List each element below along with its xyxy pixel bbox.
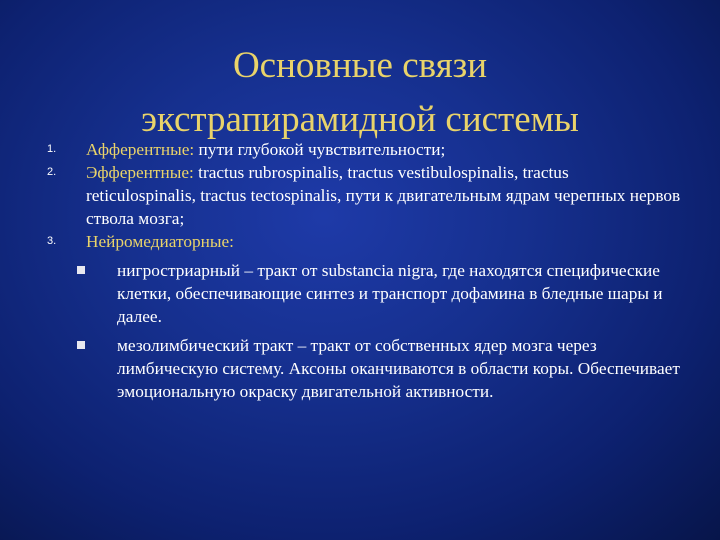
subitem-text: мезолимбический тракт – тракт от собственных ядер мозга через лимбическую систему. Аксоны оканчиваются в области коры. Обеспечивает эмоциональную окраску двигательной активности. — [117, 336, 680, 401]
item-number: 3. — [47, 235, 57, 247]
list-item-neuromediator — [0, 230, 720, 253]
list-item-efferent — [0, 161, 720, 230]
item-number: 1. — [47, 143, 57, 155]
title-line-1: Основные связи — [232, 44, 488, 86]
square-bullet-icon — [77, 266, 85, 274]
subitem-text: нигростриарный – тракт от substancia nigra, где находятся специфические клетки, обеспечивающие синтез и транспорт дофамина в бледные шары и далее. — [117, 261, 663, 326]
item-term: Эфферентные: — [86, 163, 194, 182]
square-bullet-icon — [77, 341, 85, 349]
slide-title — [40, 39, 680, 147]
numbered-list — [0, 138, 720, 403]
item-text: пути глубокой чувствительности; — [194, 140, 446, 159]
list-item-afferent — [0, 138, 720, 161]
item-term: Нейромедиаторные: — [86, 232, 234, 251]
subitem-nigrostriatal — [0, 259, 720, 328]
item-text: tractus rubrospinalis, tractus vestibulospinalis, tractus reticulospinalis, tractus tectospinalis, пути к двигательным ядрам черепных нервов ствола мозга; — [86, 163, 681, 228]
title-line-2: экстрапирамидной системы — [141, 98, 579, 140]
item-number: 2. — [47, 166, 57, 178]
item-term: Афферентные: — [86, 140, 195, 159]
subitem-mesolimbic — [0, 334, 720, 403]
